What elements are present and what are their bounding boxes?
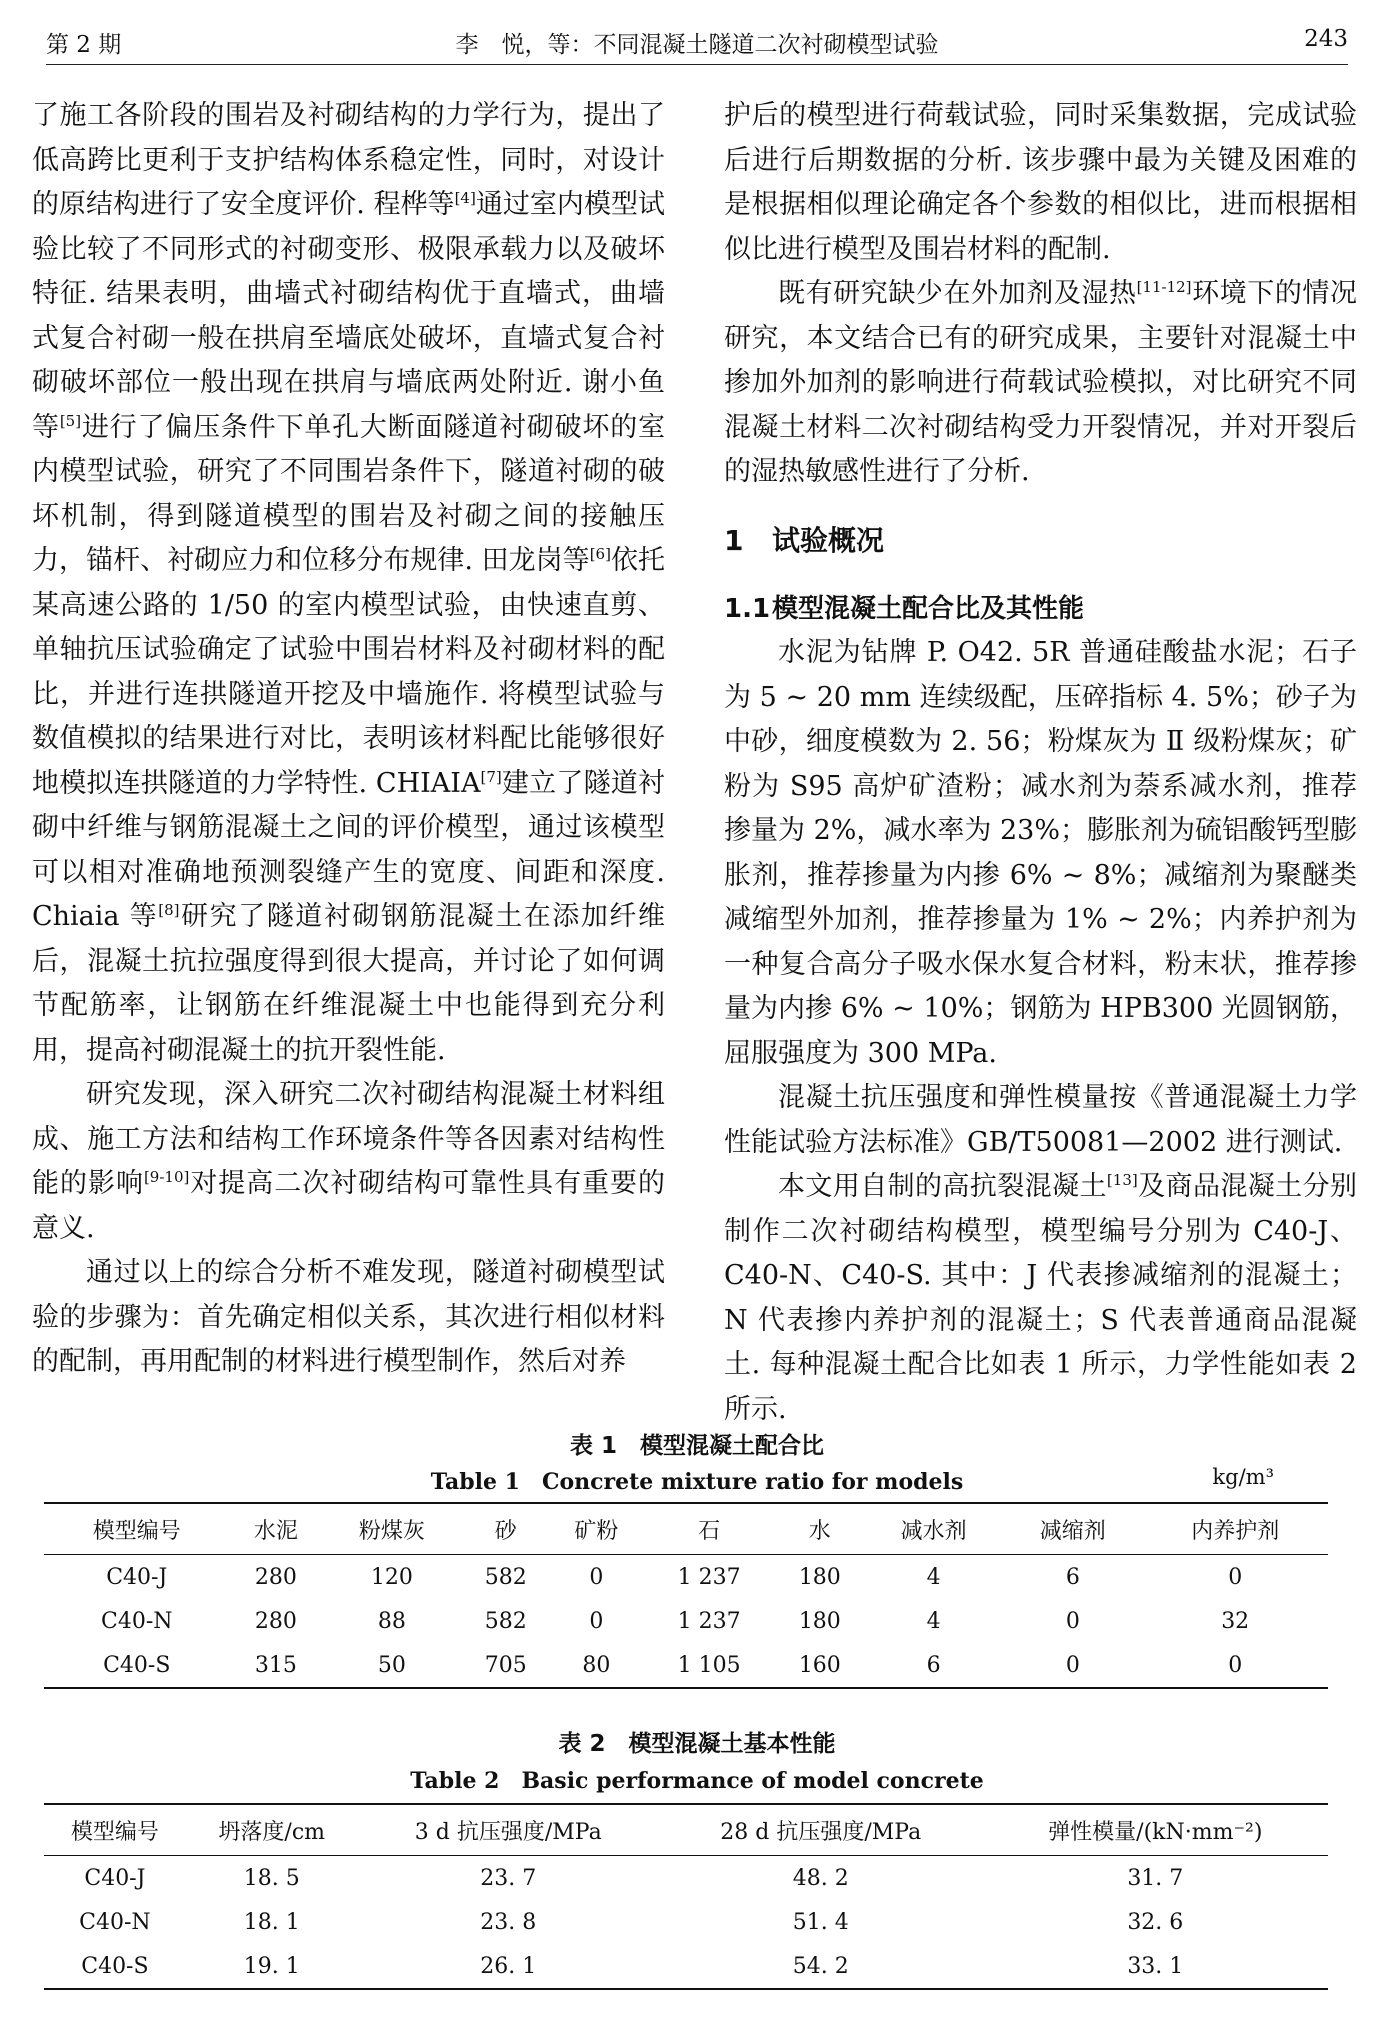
subsection-heading: 1.1模型混凝土配合比及其性能: [724, 593, 1085, 624]
table-cell: 4: [926, 1564, 941, 1590]
table-cell: 180: [798, 1608, 841, 1634]
table2-caption-en: Table 2 Basic performance of model concrete: [410, 1768, 984, 1794]
table-row: [44, 1599, 1328, 1643]
column-header: 坍落度/cm: [186, 1804, 358, 1856]
table-cell: C40-N: [101, 1608, 173, 1634]
citation[interactable]: [9-10]: [143, 1168, 190, 1186]
table-row: [44, 1944, 1328, 1989]
paragraph: 本文用自制的高抗裂混凝土[13]及商品混凝土分别制作二次衬砌结构模型，模型编号分别为 C40-J、C40-N、C40-S. 其中：J 代表掺减缩剂的混凝土；N 代表掺内养护剂的混凝土；S 代表普通商品混凝土. 每种混凝土配合比如表 1 所示，力学性能如表 2 所示.: [724, 1171, 1357, 1425]
table-cell: 280: [254, 1564, 297, 1590]
paragraph: 通过以上的综合分析不难发现，隧道衬砌模型试验的步骤为：首先确定相似关系，其次进行相似材料的配制，再用配制的材料进行模型制作，然后对养: [32, 1257, 665, 1377]
table-cell: C40-S: [44, 1944, 186, 1989]
table1-mixture-ratio: [44, 1502, 1328, 1689]
column-header: 砂: [461, 1503, 550, 1555]
table-cell: 120: [370, 1564, 413, 1590]
column-header: 水泥: [230, 1503, 323, 1555]
left-column: [32, 94, 665, 1385]
running-title: 李 悦，等：不同混凝土隧道二次衬砌模型试验: [455, 32, 939, 58]
column-header: 水: [776, 1503, 865, 1555]
table-cell: 48. 2: [792, 1865, 849, 1891]
paragraph: 既有研究缺少在外加剂及湿热[11-12]环境下的情况研究，本文结合已有的研究成果，主要针对混凝土中掺加外加剂的影响进行荷载试验模拟，对比研究不同混凝土材料二次衬砌结构受力开裂情况，并对开裂后的湿热敏感性进行了分析.: [724, 278, 1358, 487]
column-header: 矿粉: [550, 1503, 643, 1555]
table-cell: C40-J: [84, 1865, 146, 1891]
table-cell: 0: [1065, 1608, 1080, 1634]
paragraph: 了施工各阶段的围岩及衬砌结构的力学行为，提出了低高跨比更利于支护结构体系稳定性，同时，对设计的原结构进行了安全度评价. 程桦等[4]通过室内模型试验比较了不同形式的衬砌变形、极限承载力以及破坏特征. 结果表明，曲墙式衬砌结构优于直墙式，曲墙式复合衬砌一般在拱肩至墙底处破坏，直墙式复合衬砌破坏部位一般出现在拱肩与墙底两处附近. 谢小鱼等[5]进行了偏压条件下单孔大断面隧道衬砌破坏的室内模型试验，研究了不同围岩条件下，隧道衬砌的破坏机制，得到隧道模型的围岩及衬砌之间的接触压力，锚杆、衬砌应力和位移分布规律. 田龙岗等[6]依托某高速公路的 1/50 的室内模型试验，由快速直剪、单轴抗压试验确定了试验中围岩材料及衬砌材料的配比，并进行连拱隧道开挖及中墙施作. 将模型试验与数值模拟的结果进行对比，表明该材料配比能够很好地模拟连拱隧道的力学特性. CHIAIA[7]建立了隧道衬砌中纤维与钢筋混凝土之间的评价模型，通过该模型可以相对准确地预测裂缝产生的宽度、间距和深度. Chiaia 等[8]研究了隧道衬砌钢筋混凝土在添加纤维后，混凝土抗拉强度得到很大提高，并讨论了如何调节配筋率，让钢筋在纤维混凝土中也能得到充分利用，提高衬砌混凝土的抗开裂性能.: [32, 100, 666, 1066]
table-cell: 0: [1228, 1564, 1243, 1590]
table-cell: 1 237: [677, 1564, 741, 1590]
table-cell: 280: [254, 1608, 297, 1634]
table-cell: 54. 2: [659, 1944, 983, 1989]
table-cell: 26. 1: [358, 1944, 659, 1989]
table-header-row: [44, 1804, 1328, 1856]
table2-caption-cn: 表 2 模型混凝土基本性能: [558, 1731, 836, 1757]
table-row: [44, 1555, 1328, 1600]
citation[interactable]: [5]: [59, 411, 82, 430]
paragraph: 研究发现，深入研究二次衬砌结构混凝土材料组成、施工方法和结构工作环境条件等各因素对结构性能的影响[9-10]对提高二次衬砌结构可靠性具有重要的意义.: [32, 1079, 666, 1244]
table-row: [44, 1856, 1328, 1901]
issue-number: 第 2 期: [46, 32, 122, 58]
table-cell: 160: [776, 1643, 865, 1688]
table-cell: 50: [322, 1643, 461, 1688]
citation[interactable]: [7]: [480, 767, 502, 786]
table-cell: 1 105: [643, 1643, 776, 1688]
table-cell: 0: [1003, 1643, 1142, 1688]
table-cell: 18. 1: [243, 1909, 300, 1935]
table-cell: 0: [589, 1608, 604, 1634]
table-cell: C40-S: [44, 1643, 230, 1688]
table-cell: 51. 4: [792, 1909, 849, 1935]
column-header: 粉煤灰: [322, 1503, 461, 1555]
table-cell: 18. 5: [243, 1865, 300, 1891]
column-header: 28 d 抗压强度/MPa: [659, 1804, 983, 1856]
column-header: 减水剂: [864, 1503, 1003, 1555]
table1-unit: kg/m³: [1212, 1465, 1274, 1489]
column-header: 模型编号: [44, 1804, 186, 1856]
table-cell: 33. 1: [983, 1944, 1328, 1989]
table-cell: C40-J: [106, 1564, 168, 1590]
table-cell: 0: [1142, 1643, 1328, 1688]
citation[interactable]: [8]: [158, 901, 180, 919]
column-header: 减缩剂: [1003, 1503, 1142, 1555]
paragraph: 混凝土抗压强度和弹性模量按《普通混凝土力学性能试验方法标准》GB/T50081—2002 进行测试.: [724, 1082, 1357, 1158]
table-cell: 582: [484, 1608, 527, 1634]
citation[interactable]: [6]: [589, 545, 611, 563]
table-row: [44, 1643, 1328, 1688]
table-row: [44, 1900, 1328, 1944]
table-header-row: [44, 1503, 1328, 1555]
table-cell: 19. 1: [186, 1944, 358, 1989]
section-heading: 1 试验概况: [724, 523, 885, 557]
table-cell: 23. 8: [480, 1909, 537, 1935]
table-cell: 88: [377, 1608, 406, 1634]
table-cell: 1 237: [677, 1608, 741, 1634]
column-header: 内养护剂: [1142, 1503, 1328, 1555]
table-cell: 32. 6: [1127, 1909, 1184, 1935]
column-header: 3 d 抗压强度/MPa: [358, 1804, 659, 1856]
paragraph: 护后的模型进行荷载试验，同时采集数据，完成试验后进行后期数据的分析. 该步骤中最为关键及困难的是根据相似理论确定各个参数的相似比，进而根据相似比进行模型及围岩材料的配制.: [724, 100, 1357, 265]
column-header: 模型编号: [44, 1503, 230, 1555]
running-header: [46, 20, 1348, 65]
table1-caption-cn: 表 1 模型混凝土配合比: [569, 1433, 824, 1459]
column-header: 弹性模量/(kN·mm⁻²): [983, 1804, 1328, 1856]
table-cell: 6: [1065, 1564, 1080, 1590]
table-cell: 180: [798, 1564, 841, 1590]
table-cell: 0: [589, 1564, 604, 1590]
table2-basic-performance: [44, 1803, 1328, 1990]
citation[interactable]: [13]: [1106, 1171, 1138, 1189]
table-cell: C40-N: [79, 1909, 151, 1935]
citation[interactable]: [11-12]: [1136, 278, 1192, 296]
table-cell: 80: [550, 1643, 643, 1688]
table-cell: 4: [926, 1608, 941, 1634]
right-column: [724, 94, 1357, 1432]
table-cell: 6: [864, 1643, 1003, 1688]
paragraph: 水泥为钻牌 P. O42. 5R 普通硅酸盐水泥；石子为 5 ~ 20 mm 连续级配，压碎指标 4. 5%；砂子为中砂，细度模数为 2. 56；粉煤灰为 Ⅱ 级粉煤灰；矿粉为 S95 高炉矿渣粉；减水剂为萘系减水剂，推荐掺量为 2%，减水率为 23%；膨胀剂为硫铝酸钙型膨胀剂，推荐掺量为内掺 6% ~ 8%；减缩剂为聚醚类减缩型外加剂，推荐掺量为 1% ~ 2%；内养护剂为一种复合高分子吸水保水复合材料，粉末状，推荐掺量为内掺 6% ~ 10%；钢筋为 HPB300 光圆钢筋，屈服强度为 300 MPa.: [724, 637, 1358, 1069]
table-cell: 32: [1221, 1608, 1250, 1634]
page-number: 243: [1304, 26, 1348, 52]
citation[interactable]: [4]: [454, 189, 476, 207]
table1-caption-en: Table 1 Concrete mixture ratio for models: [430, 1469, 964, 1495]
table-cell: 705: [461, 1643, 550, 1688]
table-cell: 31. 7: [1127, 1865, 1184, 1891]
table-cell: 315: [230, 1643, 323, 1688]
table-cell: 582: [484, 1564, 527, 1590]
table-cell: 23. 7: [480, 1865, 537, 1891]
column-header: 石: [643, 1503, 776, 1555]
